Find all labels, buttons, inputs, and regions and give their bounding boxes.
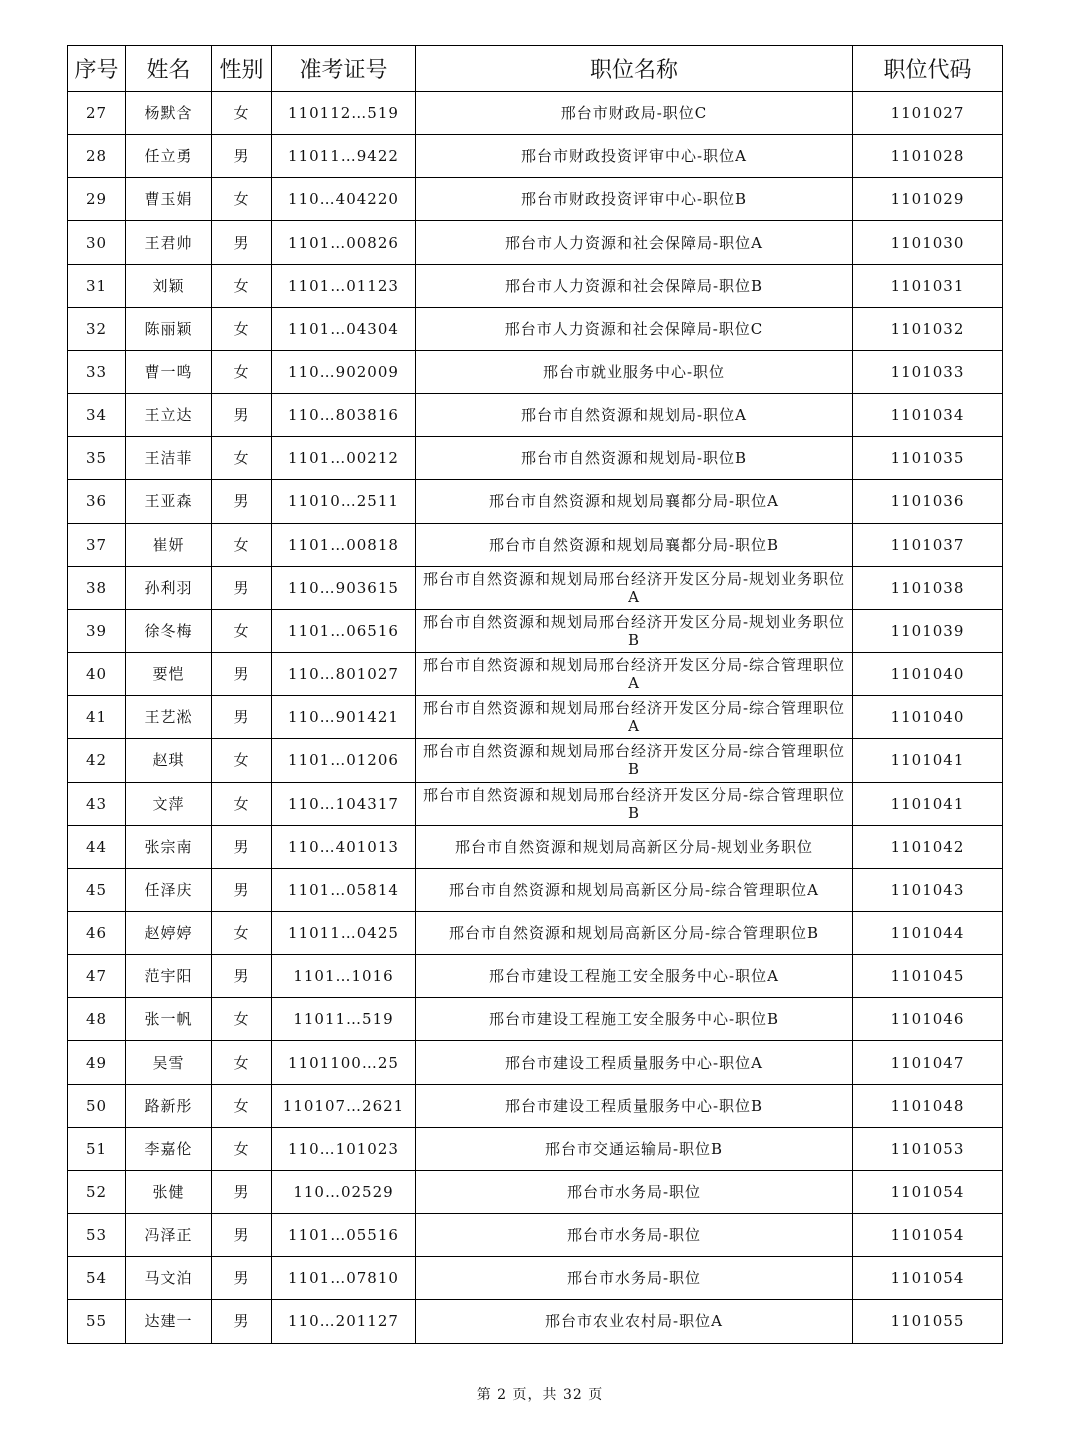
position-name-cell: 邢台市人力资源和社会保障局-职位A [416, 221, 853, 264]
table-row [68, 825, 1003, 868]
header-position-code: 职位代码 [853, 46, 1003, 92]
position-code-cell: 1101042 [853, 825, 1003, 868]
name-cell: 赵琪 [126, 739, 212, 782]
gender-cell: 男 [212, 696, 272, 739]
position-name-cell: 邢台市自然资源和规划局高新区分局-综合管理职位B [416, 911, 853, 954]
table-row [68, 221, 1003, 264]
position-code-cell: 1101044 [853, 911, 1003, 954]
position-code-cell: 1101045 [853, 955, 1003, 998]
name-cell: 杨默含 [126, 92, 212, 135]
name-cell: 王立达 [126, 394, 212, 437]
ticket-number-cell: 1101100…25 [272, 1041, 416, 1084]
name-cell: 文萍 [126, 782, 212, 825]
ticket-number-cell: 11011…0425 [272, 911, 416, 954]
serial-cell: 37 [68, 523, 126, 566]
name-cell: 冯泽正 [126, 1214, 212, 1257]
position-code-cell: 1101046 [853, 998, 1003, 1041]
gender-cell: 女 [212, 350, 272, 393]
serial-cell: 49 [68, 1041, 126, 1084]
gender-cell: 女 [212, 739, 272, 782]
gender-cell: 男 [212, 480, 272, 523]
serial-cell: 29 [68, 178, 126, 221]
serial-cell: 30 [68, 221, 126, 264]
name-cell: 王亚森 [126, 480, 212, 523]
position-code-cell: 1101027 [853, 92, 1003, 135]
page-number: 第 2 页，共 32 页 [476, 1387, 604, 1403]
table-row [68, 1084, 1003, 1127]
gender-cell: 女 [212, 1127, 272, 1170]
position-name-cell: 邢台市水务局-职位 [416, 1170, 853, 1213]
table-row [68, 782, 1003, 825]
position-name-cell: 邢台市交通运输局-职位B [416, 1127, 853, 1170]
ticket-number-cell: 1101…00212 [272, 437, 416, 480]
table-row [68, 955, 1003, 998]
table-row [68, 135, 1003, 178]
table-row [68, 264, 1003, 307]
position-code-cell: 1101054 [853, 1214, 1003, 1257]
name-cell: 王洁菲 [126, 437, 212, 480]
gender-cell: 男 [212, 221, 272, 264]
position-code-cell: 1101055 [853, 1300, 1003, 1343]
ticket-number-cell: 1101…05516 [272, 1214, 416, 1257]
serial-cell: 42 [68, 739, 126, 782]
ticket-number-cell: 110…801027 [272, 653, 416, 696]
serial-cell: 45 [68, 868, 126, 911]
position-name-cell: 邢台市农业农村局-职位A [416, 1300, 853, 1343]
name-cell: 王君帅 [126, 221, 212, 264]
serial-cell: 39 [68, 609, 126, 652]
position-code-cell: 1101054 [853, 1170, 1003, 1213]
serial-cell: 47 [68, 955, 126, 998]
name-cell: 要恺 [126, 653, 212, 696]
header-position-name: 职位名称 [416, 46, 853, 92]
position-name-cell: 邢台市建设工程质量服务中心-职位B [416, 1084, 853, 1127]
ticket-number-cell: 11011…9422 [272, 135, 416, 178]
position-code-cell: 1101028 [853, 135, 1003, 178]
name-cell: 崔妍 [126, 523, 212, 566]
position-code-cell: 1101048 [853, 1084, 1003, 1127]
serial-cell: 32 [68, 307, 126, 350]
serial-cell: 52 [68, 1170, 126, 1213]
position-code-cell: 1101035 [853, 437, 1003, 480]
table-header-row [68, 46, 1003, 92]
table-row [68, 609, 1003, 652]
serial-cell: 38 [68, 566, 126, 609]
gender-cell: 女 [212, 307, 272, 350]
position-code-cell: 1101041 [853, 739, 1003, 782]
position-name-cell: 邢台市自然资源和规划局邢台经济开发区分局-规划业务职位A [416, 566, 853, 609]
table-row [68, 1170, 1003, 1213]
position-name-cell: 邢台市水务局-职位 [416, 1214, 853, 1257]
position-code-cell: 1101047 [853, 1041, 1003, 1084]
table-row [68, 307, 1003, 350]
position-code-cell: 1101036 [853, 480, 1003, 523]
position-name-cell: 邢台市自然资源和规划局邢台经济开发区分局-综合管理职位A [416, 653, 853, 696]
serial-cell: 46 [68, 911, 126, 954]
table-row [68, 1257, 1003, 1300]
gender-cell: 女 [212, 1084, 272, 1127]
gender-cell: 女 [212, 609, 272, 652]
serial-cell: 54 [68, 1257, 126, 1300]
table-row [68, 1300, 1003, 1343]
table-row [68, 998, 1003, 1041]
position-name-cell: 邢台市人力资源和社会保障局-职位C [416, 307, 853, 350]
serial-cell: 41 [68, 696, 126, 739]
table-row [68, 868, 1003, 911]
position-name-cell: 邢台市自然资源和规划局高新区分局-综合管理职位A [416, 868, 853, 911]
gender-cell: 女 [212, 523, 272, 566]
table-row [68, 437, 1003, 480]
position-name-cell: 邢台市水务局-职位 [416, 1257, 853, 1300]
ticket-number-cell: 1101…04304 [272, 307, 416, 350]
ticket-number-cell: 1101…00826 [272, 221, 416, 264]
name-cell: 张健 [126, 1170, 212, 1213]
gender-cell: 男 [212, 1300, 272, 1343]
gender-cell: 女 [212, 1041, 272, 1084]
gender-cell: 女 [212, 92, 272, 135]
serial-cell: 35 [68, 437, 126, 480]
gender-cell: 男 [212, 135, 272, 178]
name-cell: 路新彤 [126, 1084, 212, 1127]
gender-cell: 女 [212, 437, 272, 480]
position-code-cell: 1101037 [853, 523, 1003, 566]
position-code-cell: 1101039 [853, 609, 1003, 652]
ticket-number-cell: 110107…2621 [272, 1084, 416, 1127]
gender-cell: 男 [212, 868, 272, 911]
table-row [68, 1127, 1003, 1170]
ticket-number-cell: 1101…00818 [272, 523, 416, 566]
name-cell: 王艺淞 [126, 696, 212, 739]
gender-cell: 男 [212, 1214, 272, 1257]
serial-cell: 34 [68, 394, 126, 437]
table-body [68, 92, 1003, 1344]
position-code-cell: 1101030 [853, 221, 1003, 264]
header-name: 姓名 [126, 46, 212, 92]
name-cell: 陈丽颖 [126, 307, 212, 350]
table-row [68, 350, 1003, 393]
table-row [68, 394, 1003, 437]
ticket-number-cell: 110…803816 [272, 394, 416, 437]
name-cell: 马文泊 [126, 1257, 212, 1300]
table-row [68, 1041, 1003, 1084]
header-gender: 性别 [212, 46, 272, 92]
position-code-cell: 1101041 [853, 782, 1003, 825]
table-row [68, 178, 1003, 221]
name-cell: 吴雪 [126, 1041, 212, 1084]
table-row [68, 480, 1003, 523]
gender-cell: 女 [212, 178, 272, 221]
table-row [68, 696, 1003, 739]
name-cell: 张宗南 [126, 825, 212, 868]
ticket-number-cell: 110…404220 [272, 178, 416, 221]
table-row [68, 523, 1003, 566]
table-row [68, 92, 1003, 135]
gender-cell: 男 [212, 566, 272, 609]
ticket-number-cell: 110…02529 [272, 1170, 416, 1213]
header-ticket-number: 准考证号 [272, 46, 416, 92]
ticket-number-cell: 110112…519 [272, 92, 416, 135]
ticket-number-cell: 1101…01123 [272, 264, 416, 307]
serial-cell: 43 [68, 782, 126, 825]
ticket-number-cell: 1101…06516 [272, 609, 416, 652]
position-name-cell: 邢台市自然资源和规划局邢台经济开发区分局-规划业务职位B [416, 609, 853, 652]
position-code-cell: 1101034 [853, 394, 1003, 437]
position-code-cell: 1101033 [853, 350, 1003, 393]
name-cell: 曹一鸣 [126, 350, 212, 393]
ticket-number-cell: 110…201127 [272, 1300, 416, 1343]
name-cell: 刘颖 [126, 264, 212, 307]
table-row [68, 739, 1003, 782]
table-row [68, 653, 1003, 696]
name-cell: 徐冬梅 [126, 609, 212, 652]
position-code-cell: 1101053 [853, 1127, 1003, 1170]
position-name-cell: 邢台市自然资源和规划局邢台经济开发区分局-综合管理职位B [416, 782, 853, 825]
position-name-cell: 邢台市自然资源和规划局高新区分局-规划业务职位 [416, 825, 853, 868]
ticket-number-cell: 1101…01206 [272, 739, 416, 782]
serial-cell: 36 [68, 480, 126, 523]
ticket-number-cell: 110…101023 [272, 1127, 416, 1170]
position-code-cell: 1101040 [853, 653, 1003, 696]
position-name-cell: 邢台市自然资源和规划局邢台经济开发区分局-综合管理职位A [416, 696, 853, 739]
ticket-number-cell: 11011…519 [272, 998, 416, 1041]
position-code-cell: 1101031 [853, 264, 1003, 307]
ticket-number-cell: 1101…07810 [272, 1257, 416, 1300]
position-code-cell: 1101029 [853, 178, 1003, 221]
name-cell: 范宇阳 [126, 955, 212, 998]
gender-cell: 男 [212, 1170, 272, 1213]
table-row [68, 911, 1003, 954]
serial-cell: 33 [68, 350, 126, 393]
serial-cell: 50 [68, 1084, 126, 1127]
name-cell: 张一帆 [126, 998, 212, 1041]
gender-cell: 男 [212, 653, 272, 696]
gender-cell: 男 [212, 394, 272, 437]
gender-cell: 女 [212, 998, 272, 1041]
serial-cell: 48 [68, 998, 126, 1041]
gender-cell: 女 [212, 264, 272, 307]
header-serial: 序号 [68, 46, 126, 92]
name-cell: 李嘉伦 [126, 1127, 212, 1170]
position-name-cell: 邢台市财政局-职位C [416, 92, 853, 135]
table-row [68, 1214, 1003, 1257]
ticket-number-cell: 1101…05814 [272, 868, 416, 911]
position-code-cell: 1101038 [853, 566, 1003, 609]
serial-cell: 51 [68, 1127, 126, 1170]
position-code-cell: 1101032 [853, 307, 1003, 350]
ticket-number-cell: 110…902009 [272, 350, 416, 393]
position-name-cell: 邢台市建设工程施工安全服务中心-职位B [416, 998, 853, 1041]
position-name-cell: 邢台市建设工程施工安全服务中心-职位A [416, 955, 853, 998]
serial-cell: 40 [68, 653, 126, 696]
position-code-cell: 1101054 [853, 1257, 1003, 1300]
position-name-cell: 邢台市财政投资评审中心-职位B [416, 178, 853, 221]
position-code-cell: 1101043 [853, 868, 1003, 911]
ticket-number-cell: 110…903615 [272, 566, 416, 609]
name-cell: 孙利羽 [126, 566, 212, 609]
ticket-number-cell: 11010…2511 [272, 480, 416, 523]
serial-cell: 28 [68, 135, 126, 178]
candidate-table [67, 45, 1003, 1344]
serial-cell: 53 [68, 1214, 126, 1257]
position-name-cell: 邢台市自然资源和规划局襄都分局-职位A [416, 480, 853, 523]
position-code-cell: 1101040 [853, 696, 1003, 739]
name-cell: 任泽庆 [126, 868, 212, 911]
serial-cell: 27 [68, 92, 126, 135]
position-name-cell: 邢台市财政投资评审中心-职位A [416, 135, 853, 178]
position-name-cell: 邢台市自然资源和规划局-职位A [416, 394, 853, 437]
serial-cell: 31 [68, 264, 126, 307]
name-cell: 任立勇 [126, 135, 212, 178]
gender-cell: 女 [212, 911, 272, 954]
serial-cell: 44 [68, 825, 126, 868]
position-name-cell: 邢台市自然资源和规划局襄都分局-职位B [416, 523, 853, 566]
ticket-number-cell: 110…104317 [272, 782, 416, 825]
ticket-number-cell: 110…901421 [272, 696, 416, 739]
name-cell: 曹玉娟 [126, 178, 212, 221]
serial-cell: 55 [68, 1300, 126, 1343]
position-name-cell: 邢台市建设工程质量服务中心-职位A [416, 1041, 853, 1084]
ticket-number-cell: 1101…1016 [272, 955, 416, 998]
gender-cell: 男 [212, 825, 272, 868]
position-name-cell: 邢台市自然资源和规划局-职位B [416, 437, 853, 480]
table-row [68, 566, 1003, 609]
ticket-number-cell: 110…401013 [272, 825, 416, 868]
position-name-cell: 邢台市就业服务中心-职位 [416, 350, 853, 393]
gender-cell: 女 [212, 782, 272, 825]
position-name-cell: 邢台市自然资源和规划局邢台经济开发区分局-综合管理职位B [416, 739, 853, 782]
position-name-cell: 邢台市人力资源和社会保障局-职位B [416, 264, 853, 307]
gender-cell: 男 [212, 1257, 272, 1300]
name-cell: 达建一 [126, 1300, 212, 1343]
gender-cell: 男 [212, 955, 272, 998]
name-cell: 赵婷婷 [126, 911, 212, 954]
